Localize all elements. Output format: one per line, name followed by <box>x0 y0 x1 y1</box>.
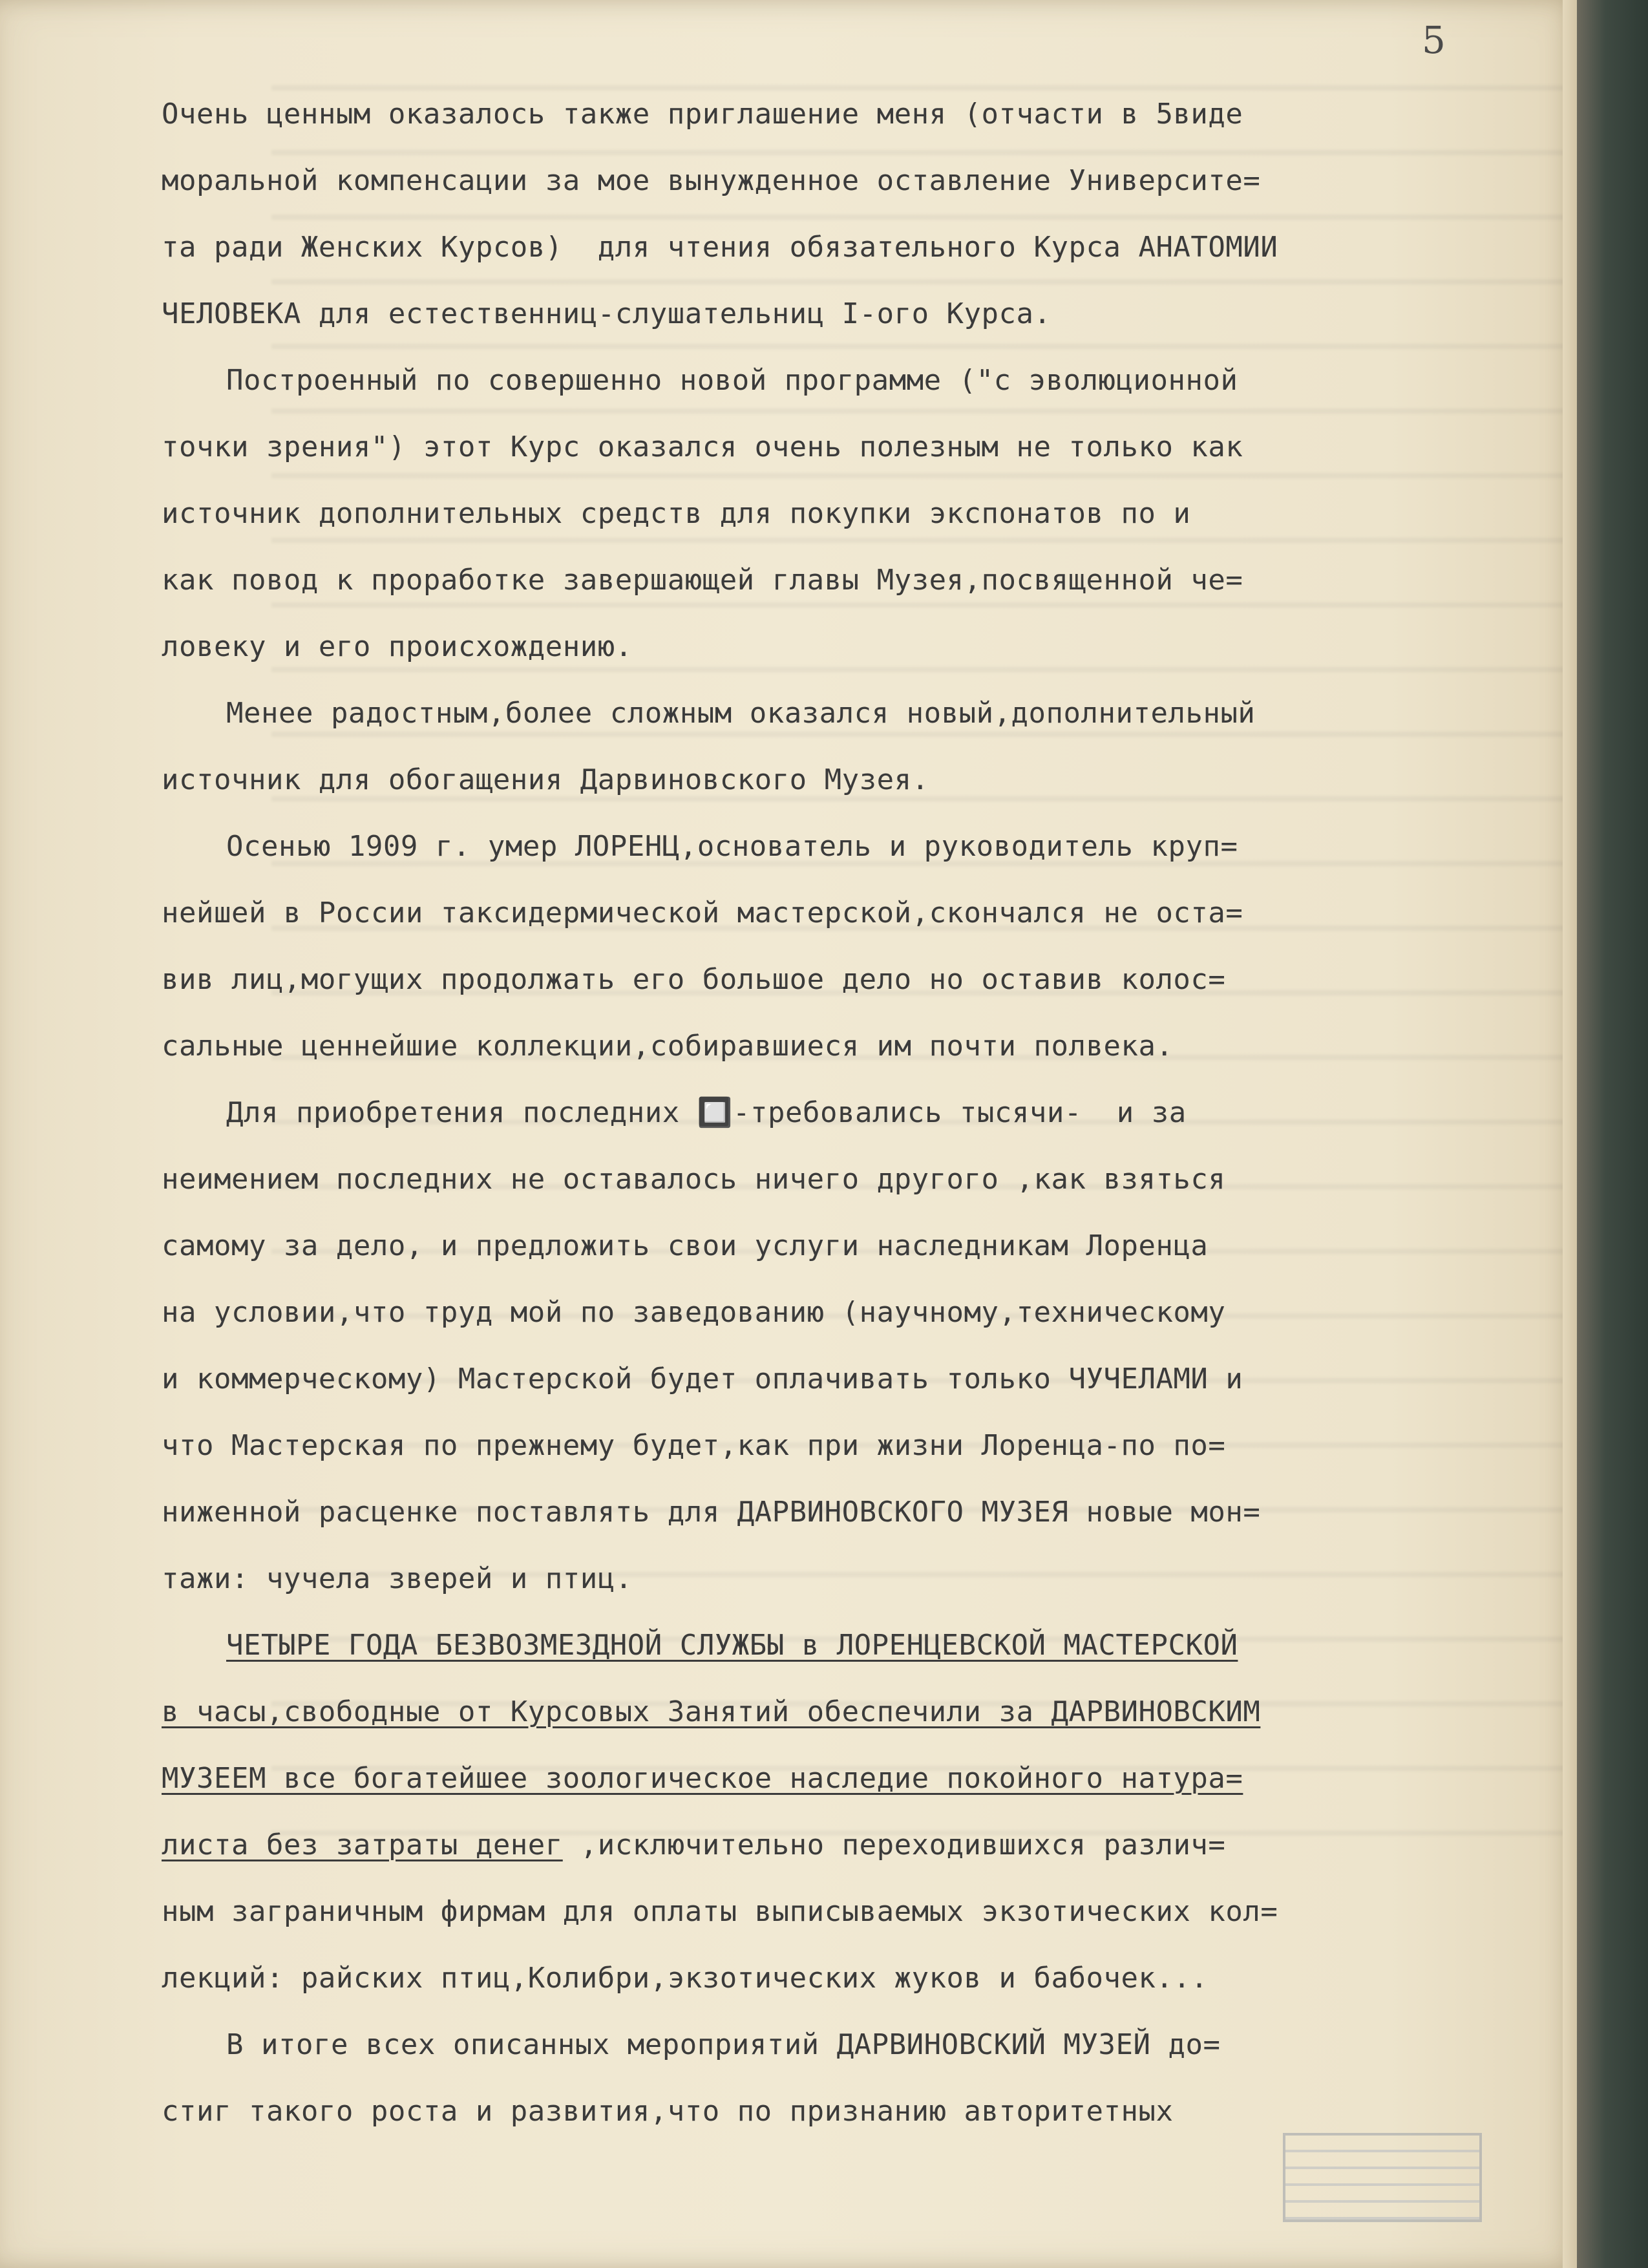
text-line: вив лиц,могущих продолжать его большое дело но оставив колос= <box>162 963 1226 996</box>
text-line: Для приобретения последних 🔲-требовались тысячи- и за <box>226 1096 1187 1129</box>
scan-background-edge <box>1577 0 1648 2268</box>
text-line: и коммерческому) Мастерской будет оплачивать только ЧУЧЕЛАМИ и <box>162 1362 1243 1395</box>
page-number: 5 <box>1422 18 1446 62</box>
text-line: стиг такого роста и развития,что по признанию авторитетных <box>162 2095 1174 2128</box>
text-line: ным заграничным фирмам для оплаты выписываемых экзотических кол= <box>162 1895 1278 1928</box>
text-line: самому за дело, и предложить свои услуги наследникам Лоренца <box>162 1229 1209 1262</box>
text-line: тажи: чучела зверей и птиц. <box>162 1562 633 1595</box>
text-line: Менее радостным,более сложным оказался новый,дополнительный <box>226 697 1256 730</box>
text-line: В итоге всех описанных мероприятий ДАРВИНОВСКИЙ МУЗЕЙ до= <box>226 2028 1221 2061</box>
text-line: как повод к проработке завершающей главы Музея,посвященной че= <box>162 564 1243 597</box>
text-line: ЧЕЛОВЕКА для естественниц-слушательниц I-ого Курса. <box>162 297 1051 330</box>
text-line-rest: ,исключительно переходившихся различ= <box>562 1828 1226 1861</box>
text-line: та ради Женских Курсов) для чтения обязательного Курса АНАТОМИИ <box>162 231 1278 264</box>
text-line: источник дополнительных средств для покупки экспонатов по и <box>162 497 1191 530</box>
text-line: источник для обогащения Дарвиновского Музея. <box>162 763 929 796</box>
document-body <box>162 81 1551 2145</box>
text-line: ловеку и его происхождению. <box>162 630 633 663</box>
text-line: лекций: райских птиц,Колибри,экзотических жуков и бабочек... <box>162 1962 1209 1995</box>
text-line: сальные ценнейшие коллекции,собиравшиеся им почти полвека. <box>162 1030 1174 1063</box>
text-line: на условии,что труд мой по заведованию (научному,техническому <box>162 1296 1226 1329</box>
text-line: Очень ценным оказалось также приглашение меня (отчасти в 5виде <box>162 98 1243 131</box>
text-line: Построенный по совершенно новой программе ("с эволюционной <box>226 364 1238 397</box>
text-line: точки зрения") этот Курс оказался очень полезным не только как <box>162 430 1243 463</box>
archive-stamp <box>1283 2133 1482 2222</box>
underlined-text-line: ЧЕТЫРЕ ГОДА БЕЗВОЗМЕЗДНОЙ СЛУЖБЫ в ЛОРЕНЦЕВСКОЙ МАСТЕРСКОЙ <box>226 1629 1238 1662</box>
text-line: что Мастерская по прежнему будет,как при жизни Лоренца-по по= <box>162 1429 1226 1462</box>
underlined-text-line: в часы,свободные от Курсовых Занятий обеспечили за ДАРВИНОВСКИМ <box>162 1695 1261 1728</box>
underlined-text-line: МУЗЕЕМ все богатейшее зоологическое наследие покойного натура= <box>162 1762 1243 1795</box>
text-line: неимением последних не оставалось ничего другого ,как взяться <box>162 1163 1226 1196</box>
partially-underlined-text-line: листа без затраты денег ,исключительно переходившихся различ= <box>162 1828 1226 1861</box>
text-line: ниженной расценке поставлять для ДАРВИНОВСКОГО МУЗЕЯ новые мон= <box>162 1496 1261 1529</box>
text-line: нейшей в России таксидермической мастерской,скончался не оста= <box>162 896 1243 929</box>
text-line: моральной компенсации за мое вынужденное оставление Университе= <box>162 164 1261 197</box>
text-line: Осенью 1909 г. умер ЛОРЕНЦ,основатель и руководитель круп= <box>226 830 1238 863</box>
